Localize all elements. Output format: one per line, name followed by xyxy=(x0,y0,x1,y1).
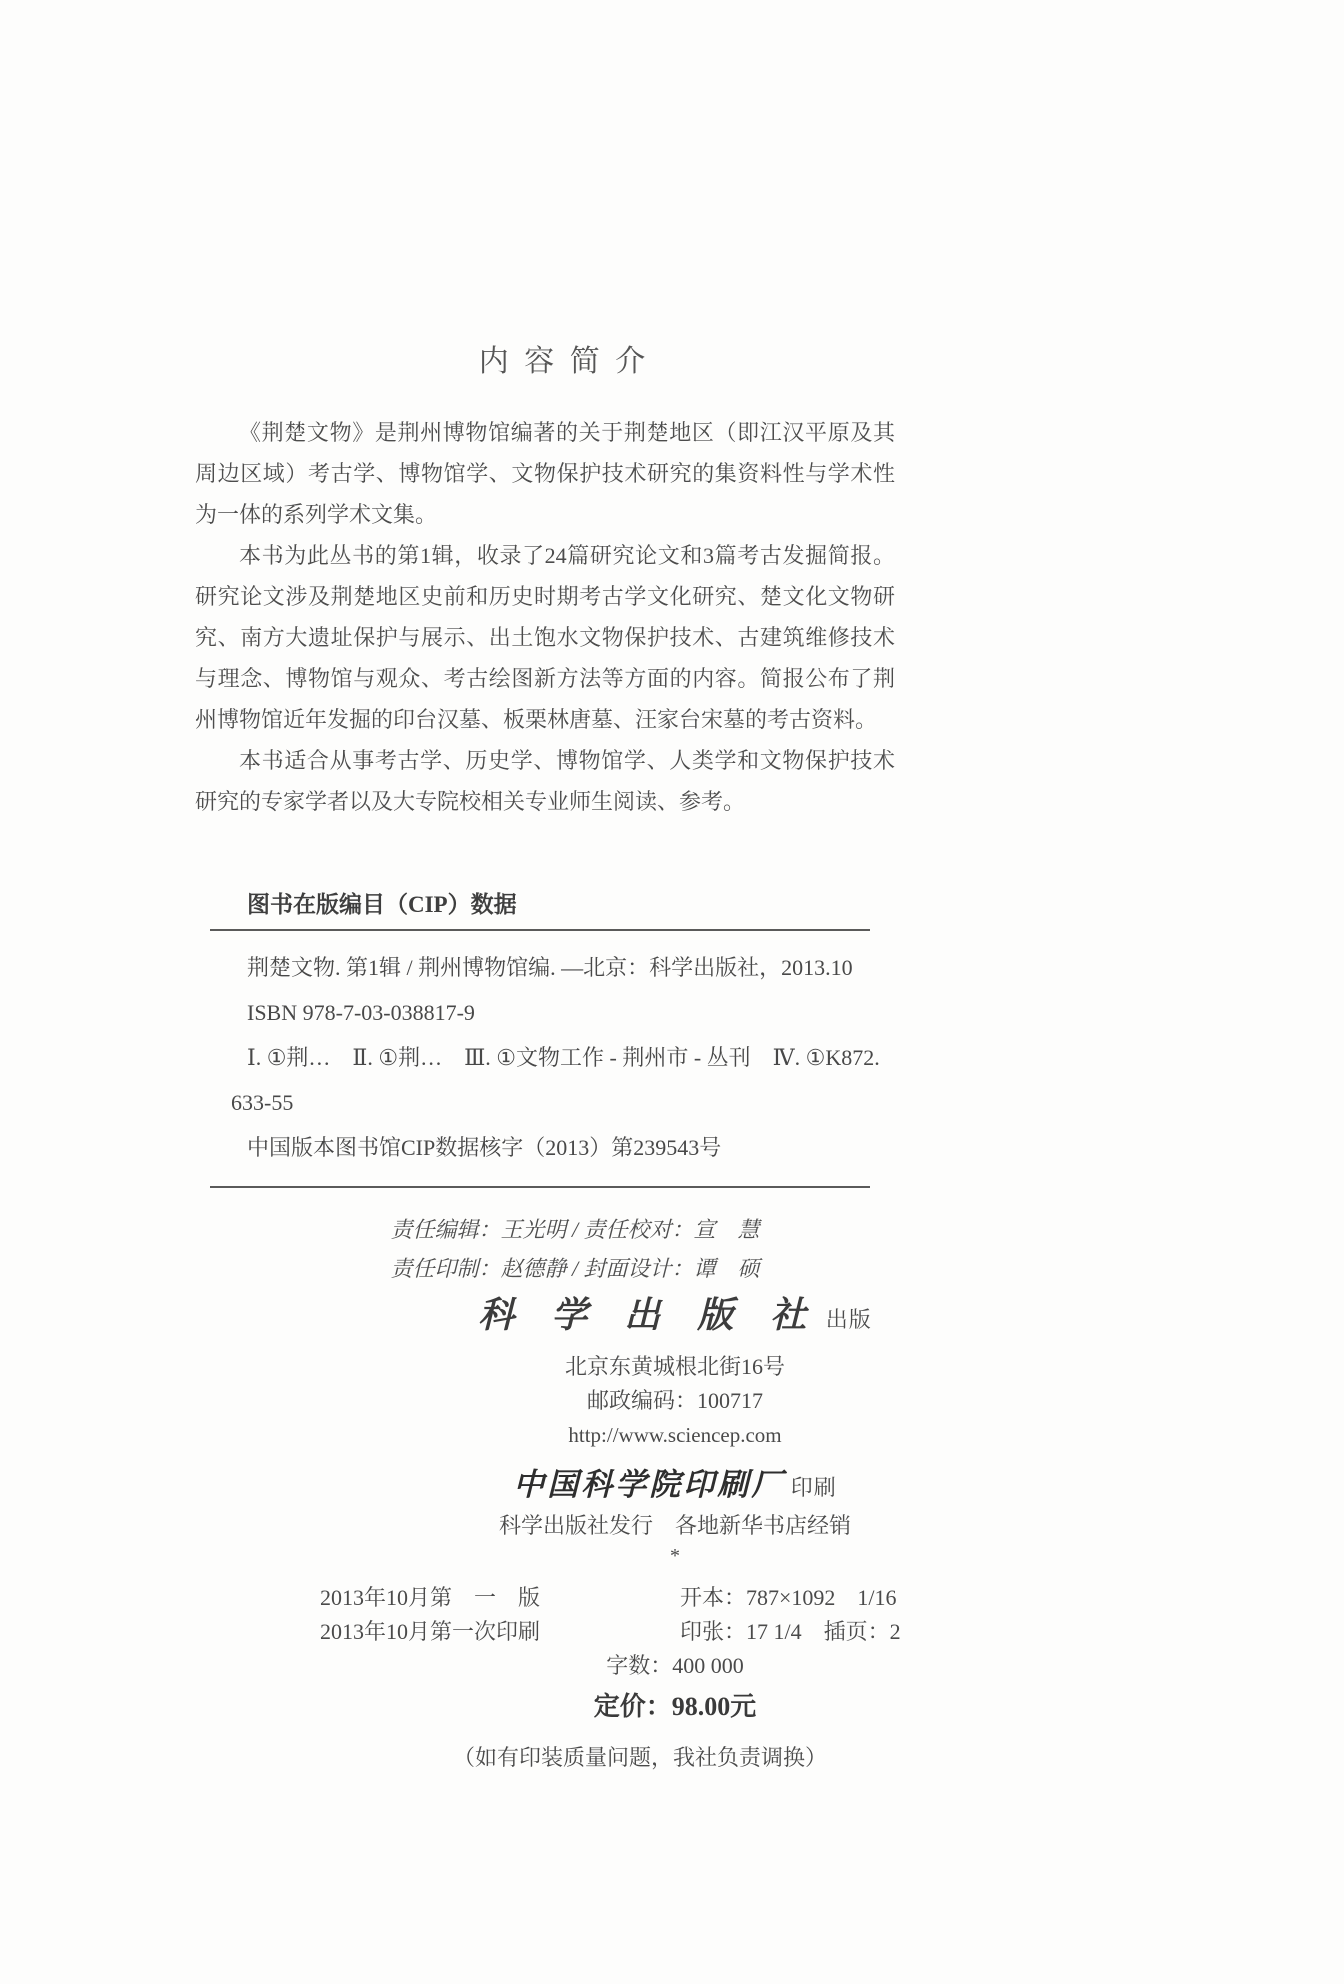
publisher-label: 出版 xyxy=(825,1307,872,1332)
printer-label: 印刷 xyxy=(790,1475,837,1500)
edition-row-2 xyxy=(260,1615,980,1649)
cip-isbn-line: ISBN 978-7-03-038817-9 xyxy=(247,1000,475,1025)
editors-line-1: 责任编辑：王光明 / 责任校对：宣 慧 xyxy=(390,1217,760,1242)
editors-line-2: 责任印制：赵德静 / 封面设计：谭 硕 xyxy=(390,1256,760,1281)
publisher-line xyxy=(260,1293,980,1342)
distribution-line: 科学出版社发行 各地新华书店经销 xyxy=(498,1513,851,1538)
colophon-block xyxy=(260,1293,980,1775)
publisher-name-script: 科 学 出 版 社 xyxy=(478,1295,821,1335)
cip-bottom-rule xyxy=(210,1186,870,1188)
page-title: 内 容 简 介 xyxy=(478,345,650,378)
cip-data-block xyxy=(195,886,895,1188)
format-spec: 开本：787×1092 1/16 xyxy=(680,1585,897,1610)
cip-record-number-line: 中国版本图书馆CIP数据核字（2013）第239543号 xyxy=(247,1135,722,1160)
intro-section xyxy=(195,412,895,822)
intro-paragraph: 《荆楚文物》是荆州博物馆编著的关于荆楚地区（即江汉平原及其周边区域）考古学、博物馆学、文物保护技术研究的集资料性与学术性为一体的系列学术文集。 xyxy=(195,420,895,527)
section-divider-star: * xyxy=(670,1545,680,1567)
editors-block xyxy=(195,1210,895,1288)
cip-classification-continuation: 633-55 xyxy=(231,1090,294,1115)
cip-header: 图书在版编目（CIP）数据 xyxy=(247,892,517,917)
cip-top-rule xyxy=(210,929,870,931)
publisher-postcode: 邮政编码：100717 xyxy=(586,1388,763,1413)
word-count: 字数：400 000 xyxy=(606,1653,744,1678)
edition-date: 2013年10月第 一 版 xyxy=(320,1585,541,1610)
printer-line xyxy=(260,1464,980,1509)
price: 定价：98.00元 xyxy=(593,1692,757,1721)
intro-paragraph: 本书为此丛书的第1辑，收录了24篇研究论文和3篇考古发掘简报。研究论文涉及荆楚地区史前和历史时期考古学文化研究、楚文化文物研究、南方大遗址保护与展示、出土饱水文物保护技术、古建筑维修技术与理念、博物馆与观众、考古绘图新方法等方面的内容。简报公布了荆州博物馆近年发掘的印台汉墓、板栗林唐墓、汪家台宋墓的考古资料。 xyxy=(195,543,895,732)
printer-name-script: 中国科学院印刷厂 xyxy=(513,1467,786,1502)
quality-note: （如有印装质量问题，我社负责调换） xyxy=(452,1745,827,1770)
intro-paragraph: 本书适合从事考古学、历史学、博物馆学、人类学和文物保护技术研究的专家学者以及大专院校相关专业师生阅读、参考。 xyxy=(195,748,895,814)
edition-row-1 xyxy=(260,1581,980,1615)
cip-title-line: 荆楚文物. 第1辑 / 荆州博物馆编. —北京：科学出版社，2013.10 xyxy=(247,955,853,980)
sheets-spec: 印张：17 1/4 插页：2 xyxy=(680,1619,901,1644)
publisher-address: 北京东黄城根北街16号 xyxy=(564,1354,785,1379)
cip-classification-line: Ⅰ. ①荆… Ⅱ. ①荆… Ⅲ. ①文物工作 - 荆州市 - 丛刊 Ⅳ. ①K872. xyxy=(247,1045,880,1070)
main-text-column xyxy=(195,0,895,1288)
cip-lines xyxy=(195,945,895,1170)
publisher-url: http://www.sciencep.com xyxy=(568,1423,782,1447)
printing-date: 2013年10月第一次印刷 xyxy=(320,1619,541,1644)
